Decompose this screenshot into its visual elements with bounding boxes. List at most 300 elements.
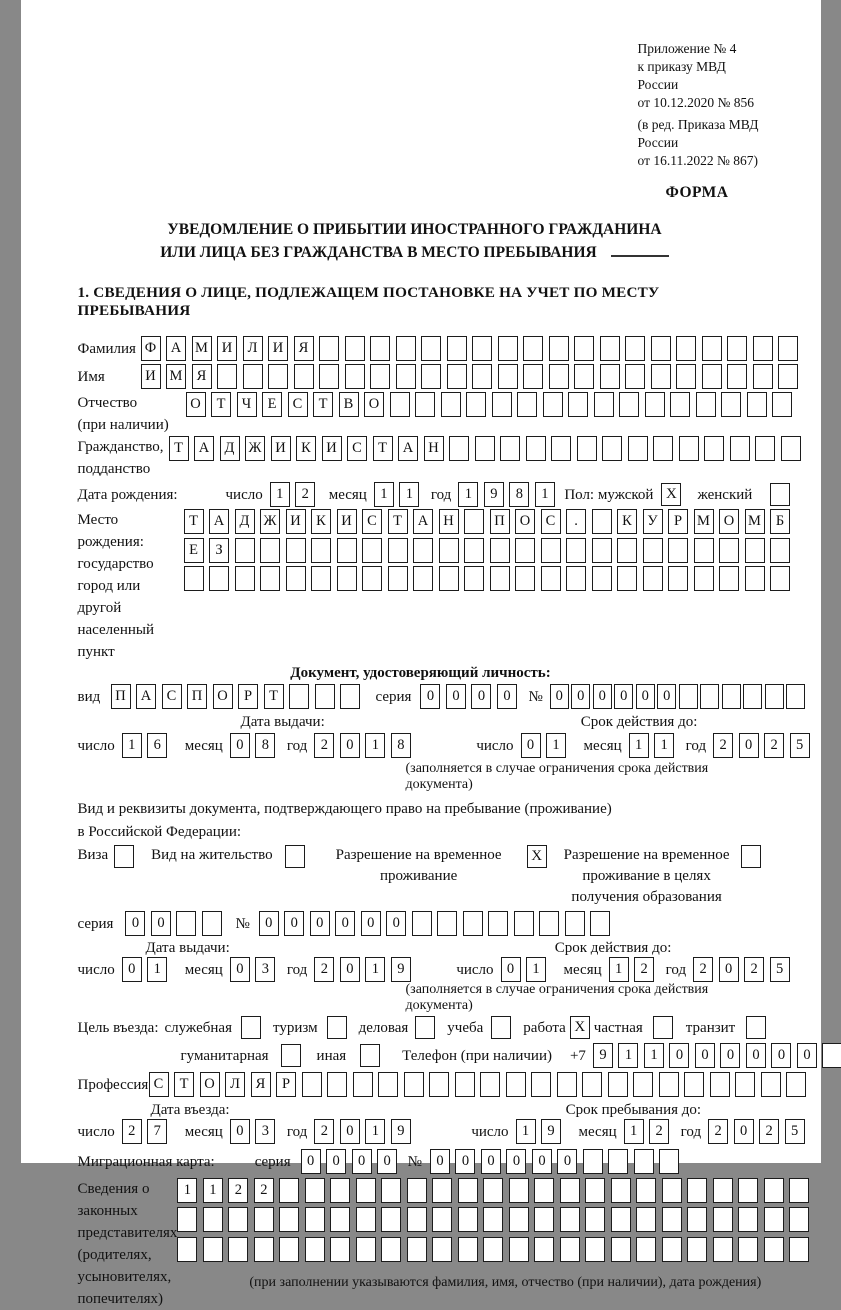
char-box[interactable]: Р xyxy=(668,509,688,534)
char-box[interactable]: 2 xyxy=(713,733,733,758)
char-box[interactable] xyxy=(390,392,410,417)
char-box[interactable] xyxy=(421,336,441,361)
char-box[interactable]: С xyxy=(362,509,382,534)
char-box[interactable] xyxy=(345,364,365,389)
char-box[interactable] xyxy=(617,538,637,563)
char-box[interactable] xyxy=(713,1237,733,1262)
char-box[interactable]: 9 xyxy=(391,1119,411,1144)
purpose-humanitarian-checkbox[interactable] xyxy=(281,1044,301,1067)
char-box[interactable] xyxy=(356,1178,376,1203)
char-box[interactable]: Е xyxy=(184,538,204,563)
char-box[interactable] xyxy=(396,336,416,361)
char-box[interactable]: 1 xyxy=(654,733,674,758)
char-box[interactable]: 1 xyxy=(546,733,566,758)
char-box[interactable] xyxy=(534,1237,554,1262)
char-box[interactable] xyxy=(602,436,622,461)
char-box[interactable] xyxy=(319,336,339,361)
char-box[interactable] xyxy=(447,364,467,389)
char-box[interactable] xyxy=(413,538,433,563)
char-box[interactable] xyxy=(786,1072,806,1097)
char-box[interactable] xyxy=(636,1237,656,1262)
char-box[interactable] xyxy=(755,436,775,461)
char-box[interactable]: 0 xyxy=(446,684,466,709)
char-box[interactable] xyxy=(490,538,510,563)
char-box[interactable] xyxy=(260,566,280,591)
purpose-other-checkbox[interactable] xyxy=(360,1044,380,1067)
char-box[interactable] xyxy=(643,566,663,591)
char-box[interactable] xyxy=(483,1207,503,1232)
char-box[interactable] xyxy=(822,1043,841,1068)
char-box[interactable] xyxy=(396,364,416,389)
char-box[interactable]: 0 xyxy=(532,1149,552,1174)
char-box[interactable] xyxy=(694,538,714,563)
char-box[interactable] xyxy=(345,336,365,361)
char-box[interactable] xyxy=(509,1207,529,1232)
char-box[interactable] xyxy=(370,336,390,361)
char-box[interactable]: 5 xyxy=(770,957,790,982)
char-box[interactable] xyxy=(557,1072,577,1097)
char-box[interactable] xyxy=(753,364,773,389)
char-box[interactable] xyxy=(713,1178,733,1203)
char-box[interactable]: М xyxy=(192,336,212,361)
char-box[interactable] xyxy=(772,392,792,417)
char-box[interactable] xyxy=(514,911,534,936)
char-box[interactable] xyxy=(600,364,620,389)
char-box[interactable]: 8 xyxy=(255,733,275,758)
char-box[interactable] xyxy=(356,1237,376,1262)
char-box[interactable]: 2 xyxy=(254,1178,274,1203)
char-box[interactable] xyxy=(523,364,543,389)
char-box[interactable]: И xyxy=(337,509,357,534)
char-box[interactable]: Т xyxy=(174,1072,194,1097)
char-box[interactable] xyxy=(337,538,357,563)
char-box[interactable] xyxy=(611,1178,631,1203)
char-box[interactable]: 5 xyxy=(790,733,810,758)
char-box[interactable] xyxy=(574,364,594,389)
char-box[interactable]: 0 xyxy=(636,684,655,709)
char-box[interactable]: И xyxy=(286,509,306,534)
char-box[interactable] xyxy=(483,1178,503,1203)
char-box[interactable] xyxy=(560,1178,580,1203)
char-box[interactable] xyxy=(488,911,508,936)
char-box[interactable]: 0 xyxy=(550,684,569,709)
char-box[interactable] xyxy=(449,436,469,461)
char-box[interactable] xyxy=(727,336,747,361)
char-box[interactable]: Т xyxy=(184,509,204,534)
char-box[interactable] xyxy=(687,1237,707,1262)
char-box[interactable]: 0 xyxy=(739,733,759,758)
char-box[interactable]: 0 xyxy=(335,911,355,936)
char-box[interactable]: Н xyxy=(439,509,459,534)
purpose-study-checkbox[interactable] xyxy=(491,1016,511,1039)
char-box[interactable] xyxy=(340,684,360,709)
char-box[interactable] xyxy=(337,566,357,591)
char-box[interactable] xyxy=(668,538,688,563)
char-box[interactable] xyxy=(745,566,765,591)
char-box[interactable] xyxy=(662,1207,682,1232)
char-box[interactable] xyxy=(523,336,543,361)
purpose-official-checkbox[interactable] xyxy=(241,1016,261,1039)
char-box[interactable]: 1 xyxy=(535,482,555,507)
char-box[interactable]: 1 xyxy=(365,1119,385,1144)
char-box[interactable] xyxy=(687,1207,707,1232)
char-box[interactable]: В xyxy=(339,392,359,417)
char-box[interactable] xyxy=(381,1207,401,1232)
char-box[interactable]: А xyxy=(136,684,156,709)
char-box[interactable] xyxy=(466,392,486,417)
char-box[interactable]: А xyxy=(413,509,433,534)
char-box[interactable] xyxy=(679,436,699,461)
char-box[interactable] xyxy=(228,1207,248,1232)
char-box[interactable] xyxy=(560,1207,580,1232)
char-box[interactable] xyxy=(670,392,690,417)
char-box[interactable] xyxy=(381,1178,401,1203)
char-box[interactable] xyxy=(753,336,773,361)
char-box[interactable] xyxy=(651,364,671,389)
char-box[interactable] xyxy=(713,1207,733,1232)
char-box[interactable] xyxy=(404,1072,424,1097)
char-box[interactable] xyxy=(217,364,237,389)
char-box[interactable] xyxy=(764,1178,784,1203)
char-box[interactable] xyxy=(585,1178,605,1203)
char-box[interactable] xyxy=(625,336,645,361)
char-box[interactable]: 1 xyxy=(147,957,167,982)
char-box[interactable]: 2 xyxy=(759,1119,779,1144)
char-box[interactable] xyxy=(643,538,663,563)
char-box[interactable]: Н xyxy=(424,436,444,461)
char-box[interactable]: 0 xyxy=(151,911,171,936)
char-box[interactable]: Т xyxy=(388,509,408,534)
purpose-private-checkbox[interactable] xyxy=(653,1016,673,1039)
char-box[interactable] xyxy=(279,1178,299,1203)
char-box[interactable]: 1 xyxy=(609,957,629,982)
char-box[interactable] xyxy=(765,684,784,709)
char-box[interactable]: 0 xyxy=(361,911,381,936)
temp-permit-edu-checkbox[interactable] xyxy=(741,845,761,868)
char-box[interactable] xyxy=(743,684,762,709)
char-box[interactable] xyxy=(407,1178,427,1203)
char-box[interactable]: О xyxy=(200,1072,220,1097)
char-box[interactable] xyxy=(583,1149,603,1174)
char-box[interactable]: 1 xyxy=(526,957,546,982)
char-box[interactable] xyxy=(311,566,331,591)
char-box[interactable] xyxy=(472,336,492,361)
char-box[interactable] xyxy=(388,566,408,591)
char-box[interactable]: 2 xyxy=(634,957,654,982)
char-box[interactable] xyxy=(492,392,512,417)
char-box[interactable] xyxy=(203,1237,223,1262)
char-box[interactable]: 1 xyxy=(270,482,290,507)
char-box[interactable] xyxy=(235,566,255,591)
char-box[interactable] xyxy=(592,538,612,563)
char-box[interactable] xyxy=(566,538,586,563)
char-box[interactable] xyxy=(531,1072,551,1097)
char-box[interactable]: 2 xyxy=(764,733,784,758)
char-box[interactable]: И xyxy=(141,364,161,389)
char-box[interactable] xyxy=(577,436,597,461)
char-box[interactable] xyxy=(463,911,483,936)
char-box[interactable] xyxy=(176,911,196,936)
char-box[interactable]: 1 xyxy=(624,1119,644,1144)
char-box[interactable]: 1 xyxy=(629,733,649,758)
char-box[interactable] xyxy=(353,1072,373,1097)
char-box[interactable]: У xyxy=(643,509,663,534)
char-box[interactable]: 0 xyxy=(326,1149,346,1174)
char-box[interactable] xyxy=(566,566,586,591)
char-box[interactable]: 0 xyxy=(471,684,491,709)
char-box[interactable] xyxy=(305,1237,325,1262)
char-box[interactable] xyxy=(549,336,569,361)
char-box[interactable] xyxy=(659,1072,679,1097)
char-box[interactable]: П xyxy=(111,684,131,709)
char-box[interactable] xyxy=(209,566,229,591)
char-box[interactable] xyxy=(432,1207,452,1232)
char-box[interactable]: Ф xyxy=(141,336,161,361)
char-box[interactable]: 2 xyxy=(693,957,713,982)
char-box[interactable]: 0 xyxy=(506,1149,526,1174)
char-box[interactable]: 0 xyxy=(340,957,360,982)
purpose-work-checkbox[interactable]: X xyxy=(570,1016,590,1039)
char-box[interactable]: Ч xyxy=(237,392,257,417)
char-box[interactable] xyxy=(702,364,722,389)
char-box[interactable]: 0 xyxy=(734,1119,754,1144)
char-box[interactable] xyxy=(625,364,645,389)
char-box[interactable] xyxy=(704,436,724,461)
char-box[interactable] xyxy=(458,1178,478,1203)
char-box[interactable] xyxy=(498,336,518,361)
char-box[interactable] xyxy=(549,364,569,389)
sex-female-checkbox[interactable] xyxy=(770,483,790,506)
char-box[interactable] xyxy=(235,538,255,563)
char-box[interactable] xyxy=(560,1237,580,1262)
char-box[interactable] xyxy=(653,436,673,461)
char-box[interactable] xyxy=(330,1237,350,1262)
char-box[interactable]: 0 xyxy=(746,1043,766,1068)
char-box[interactable] xyxy=(464,509,484,534)
char-box[interactable] xyxy=(490,566,510,591)
char-box[interactable]: Т xyxy=(169,436,189,461)
char-box[interactable] xyxy=(483,1237,503,1262)
char-box[interactable] xyxy=(702,336,722,361)
char-box[interactable]: 0 xyxy=(310,911,330,936)
temp-permit-checkbox[interactable]: X xyxy=(527,845,547,868)
char-box[interactable]: Л xyxy=(243,336,263,361)
char-box[interactable]: 8 xyxy=(391,733,411,758)
char-box[interactable]: С xyxy=(149,1072,169,1097)
char-box[interactable] xyxy=(662,1178,682,1203)
char-box[interactable] xyxy=(515,566,535,591)
char-box[interactable]: 0 xyxy=(695,1043,715,1068)
char-box[interactable] xyxy=(439,538,459,563)
char-box[interactable] xyxy=(574,336,594,361)
char-box[interactable] xyxy=(679,684,698,709)
char-box[interactable] xyxy=(315,684,335,709)
char-box[interactable]: 5 xyxy=(785,1119,805,1144)
char-box[interactable] xyxy=(177,1237,197,1262)
char-box[interactable]: 2 xyxy=(295,482,315,507)
char-box[interactable] xyxy=(412,911,432,936)
char-box[interactable] xyxy=(356,1207,376,1232)
char-box[interactable] xyxy=(421,364,441,389)
char-box[interactable] xyxy=(745,538,765,563)
char-box[interactable] xyxy=(719,566,739,591)
char-box[interactable]: 3 xyxy=(255,1119,275,1144)
char-box[interactable] xyxy=(608,1149,628,1174)
char-box[interactable] xyxy=(472,364,492,389)
char-box[interactable]: Б xyxy=(770,509,790,534)
char-box[interactable] xyxy=(289,684,309,709)
char-box[interactable] xyxy=(254,1237,274,1262)
char-box[interactable] xyxy=(710,1072,730,1097)
char-box[interactable] xyxy=(585,1207,605,1232)
char-box[interactable]: 0 xyxy=(571,684,590,709)
char-box[interactable] xyxy=(464,566,484,591)
visa-checkbox[interactable] xyxy=(114,845,134,868)
char-box[interactable] xyxy=(475,436,495,461)
char-box[interactable]: 0 xyxy=(797,1043,817,1068)
char-box[interactable] xyxy=(662,1237,682,1262)
char-box[interactable] xyxy=(719,538,739,563)
char-box[interactable] xyxy=(302,1072,322,1097)
char-box[interactable]: 0 xyxy=(386,911,406,936)
char-box[interactable]: О xyxy=(719,509,739,534)
char-box[interactable] xyxy=(541,566,561,591)
char-box[interactable]: 3 xyxy=(255,957,275,982)
char-box[interactable] xyxy=(184,566,204,591)
char-box[interactable] xyxy=(388,538,408,563)
char-box[interactable] xyxy=(305,1207,325,1232)
char-box[interactable] xyxy=(585,1237,605,1262)
char-box[interactable] xyxy=(565,911,585,936)
char-box[interactable]: 0 xyxy=(340,1119,360,1144)
char-box[interactable] xyxy=(415,392,435,417)
char-box[interactable]: С xyxy=(347,436,367,461)
char-box[interactable]: И xyxy=(217,336,237,361)
char-box[interactable] xyxy=(590,911,610,936)
char-box[interactable]: Т xyxy=(264,684,284,709)
char-box[interactable] xyxy=(735,1072,755,1097)
char-box[interactable] xyxy=(413,566,433,591)
char-box[interactable] xyxy=(429,1072,449,1097)
char-box[interactable] xyxy=(437,911,457,936)
char-box[interactable]: О xyxy=(186,392,206,417)
char-box[interactable] xyxy=(696,392,716,417)
char-box[interactable]: 0 xyxy=(669,1043,689,1068)
char-box[interactable] xyxy=(279,1207,299,1232)
char-box[interactable] xyxy=(659,1149,679,1174)
char-box[interactable]: 9 xyxy=(484,482,504,507)
char-box[interactable]: К xyxy=(296,436,316,461)
char-box[interactable]: С xyxy=(541,509,561,534)
char-box[interactable]: П xyxy=(187,684,207,709)
char-box[interactable]: 0 xyxy=(501,957,521,982)
char-box[interactable] xyxy=(747,392,767,417)
char-box[interactable] xyxy=(228,1237,248,1262)
char-box[interactable]: Д xyxy=(235,509,255,534)
char-box[interactable] xyxy=(789,1207,809,1232)
char-box[interactable]: 0 xyxy=(230,957,250,982)
char-box[interactable] xyxy=(770,566,790,591)
char-box[interactable] xyxy=(407,1207,427,1232)
char-box[interactable]: 1 xyxy=(203,1178,223,1203)
char-box[interactable]: 0 xyxy=(521,733,541,758)
char-box[interactable]: Л xyxy=(225,1072,245,1097)
char-box[interactable]: 1 xyxy=(177,1178,197,1203)
char-box[interactable] xyxy=(568,392,588,417)
char-box[interactable]: 0 xyxy=(497,684,517,709)
char-box[interactable] xyxy=(432,1237,452,1262)
char-box[interactable] xyxy=(592,509,612,534)
char-box[interactable] xyxy=(592,566,612,591)
char-box[interactable]: И xyxy=(271,436,291,461)
char-box[interactable]: Р xyxy=(276,1072,296,1097)
char-box[interactable] xyxy=(268,364,288,389)
char-box[interactable]: 1 xyxy=(516,1119,536,1144)
char-box[interactable] xyxy=(526,436,546,461)
char-box[interactable] xyxy=(500,436,520,461)
char-box[interactable] xyxy=(764,1207,784,1232)
char-box[interactable]: О xyxy=(515,509,535,534)
char-box[interactable]: 2 xyxy=(314,733,334,758)
char-box[interactable]: 0 xyxy=(377,1149,397,1174)
char-box[interactable] xyxy=(551,436,571,461)
char-box[interactable] xyxy=(645,392,665,417)
char-box[interactable]: 9 xyxy=(541,1119,561,1144)
char-box[interactable] xyxy=(458,1207,478,1232)
char-box[interactable] xyxy=(633,1072,653,1097)
char-box[interactable]: М xyxy=(694,509,714,534)
char-box[interactable]: 2 xyxy=(122,1119,142,1144)
char-box[interactable] xyxy=(362,566,382,591)
char-box[interactable]: М xyxy=(166,364,186,389)
char-box[interactable] xyxy=(628,436,648,461)
char-box[interactable]: 2 xyxy=(228,1178,248,1203)
char-box[interactable] xyxy=(498,364,518,389)
char-box[interactable] xyxy=(517,392,537,417)
char-box[interactable] xyxy=(480,1072,500,1097)
char-box[interactable]: 6 xyxy=(147,733,167,758)
char-box[interactable] xyxy=(668,566,688,591)
char-box[interactable]: С xyxy=(162,684,182,709)
char-box[interactable] xyxy=(327,1072,347,1097)
char-box[interactable] xyxy=(786,684,805,709)
char-box[interactable] xyxy=(687,1178,707,1203)
char-box[interactable] xyxy=(781,436,801,461)
char-box[interactable] xyxy=(455,1072,475,1097)
char-box[interactable]: 2 xyxy=(708,1119,728,1144)
char-box[interactable] xyxy=(286,538,306,563)
char-box[interactable] xyxy=(722,684,741,709)
char-box[interactable] xyxy=(362,538,382,563)
char-box[interactable]: 0 xyxy=(593,684,612,709)
char-box[interactable]: Т xyxy=(211,392,231,417)
char-box[interactable] xyxy=(684,1072,704,1097)
char-box[interactable]: И xyxy=(268,336,288,361)
char-box[interactable]: 2 xyxy=(314,1119,334,1144)
char-box[interactable]: 1 xyxy=(458,482,478,507)
char-box[interactable] xyxy=(515,538,535,563)
char-box[interactable]: Т xyxy=(373,436,393,461)
char-box[interactable] xyxy=(330,1207,350,1232)
char-box[interactable]: 2 xyxy=(314,957,334,982)
char-box[interactable] xyxy=(727,364,747,389)
char-box[interactable] xyxy=(543,392,563,417)
char-box[interactable]: 1 xyxy=(365,957,385,982)
char-box[interactable] xyxy=(534,1207,554,1232)
char-box[interactable]: 1 xyxy=(122,733,142,758)
char-box[interactable] xyxy=(286,566,306,591)
char-box[interactable]: 2 xyxy=(744,957,764,982)
